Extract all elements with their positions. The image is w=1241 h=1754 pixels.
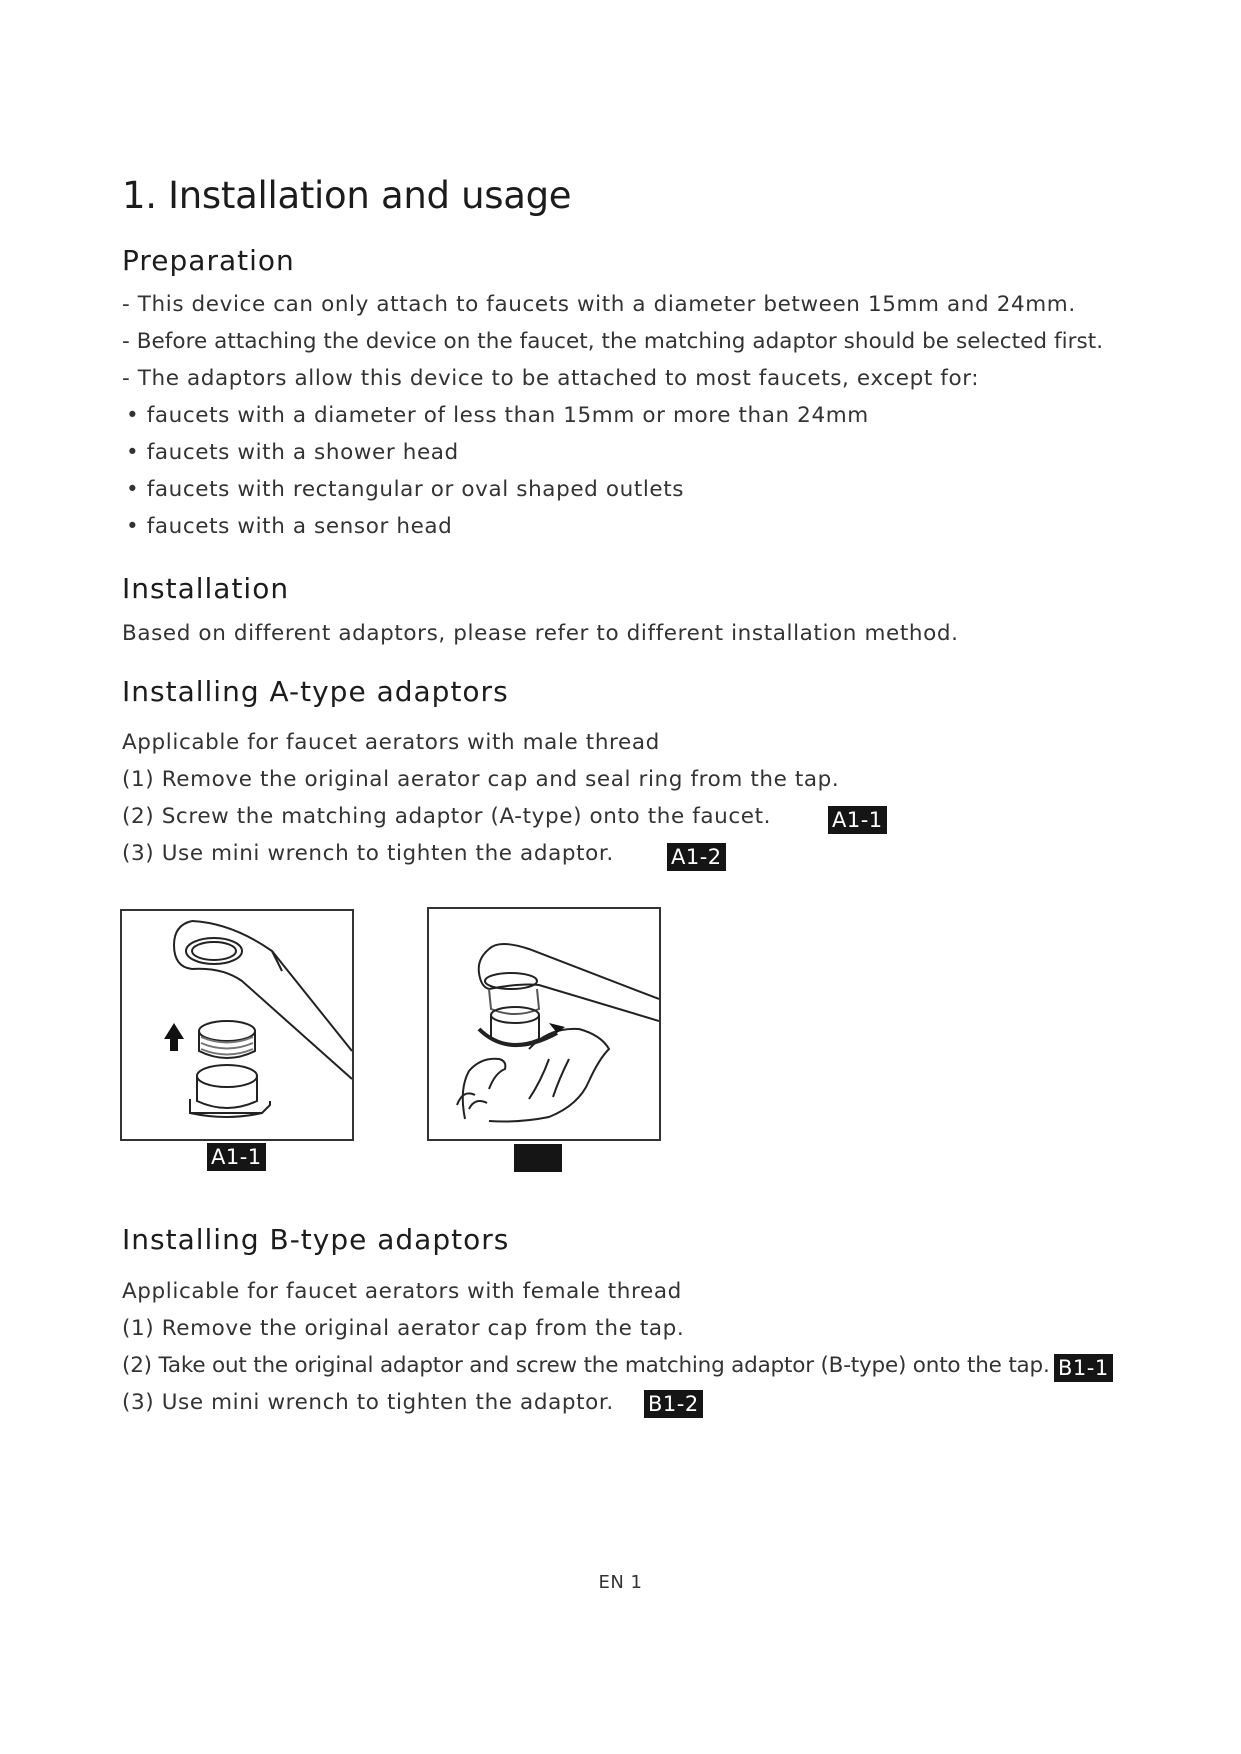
installation-heading: Installation bbox=[122, 572, 290, 605]
b-type-heading: Installing B-type adaptors bbox=[122, 1223, 510, 1256]
faucet-adaptor-illustration bbox=[122, 911, 352, 1139]
figure-a1-1 bbox=[120, 909, 354, 1141]
preparation-line-1: - This device can only attach to faucets with a diameter between 15mm and 24mm. bbox=[122, 292, 1076, 317]
page-number: EN 1 bbox=[598, 1572, 643, 1593]
preparation-line-3: - The adaptors allow this device to be attached to most faucets, except for: bbox=[122, 366, 980, 391]
a-type-step-1: (1) Remove the original aerator cap and seal ring from the tap. bbox=[122, 767, 840, 792]
figure-a1-2 bbox=[427, 907, 661, 1141]
wrench-tighten-illustration bbox=[429, 909, 659, 1139]
a-type-heading: Installing A-type adaptors bbox=[122, 675, 509, 708]
b1-1-step-tag: B1-1 bbox=[1054, 1354, 1113, 1382]
preparation-line-2: - Before attaching the device on the faucet, the matching adaptor should be selected first. bbox=[122, 329, 1104, 354]
exception-item-2: • faucets with a shower head bbox=[126, 440, 459, 465]
a-type-step-2: (2) Screw the matching adaptor (A-type) onto the faucet. bbox=[122, 804, 772, 829]
a-type-step-3: (3) Use mini wrench to tighten the adaptor. bbox=[122, 841, 614, 866]
a1-1-step-tag: A1-1 bbox=[828, 806, 887, 834]
preparation-heading: Preparation bbox=[122, 244, 295, 277]
figure-a1-1-label: A1-1 bbox=[207, 1143, 266, 1171]
b-type-step-1: (1) Remove the original aerator cap from the tap. bbox=[122, 1316, 685, 1341]
b1-2-step-tag: B1-2 bbox=[644, 1390, 703, 1418]
figure-a1-2-label bbox=[514, 1144, 562, 1172]
exception-item-3: • faucets with rectangular or oval shaped outlets bbox=[126, 477, 685, 502]
page-title: 1. Installation and usage bbox=[122, 174, 572, 217]
exception-item-1: • faucets with a diameter of less than 15mm or more than 24mm bbox=[126, 403, 869, 428]
a1-2-step-tag: A1-2 bbox=[667, 843, 726, 871]
installation-text: Based on different adaptors, please refer to different installation method. bbox=[122, 621, 959, 646]
b-type-intro: Applicable for faucet aerators with female thread bbox=[122, 1279, 682, 1304]
exception-item-4: • faucets with a sensor head bbox=[126, 514, 453, 539]
b-type-step-2: (2) Take out the original adaptor and screw the matching adaptor (B-type) onto the tap. bbox=[122, 1353, 1050, 1378]
a-type-intro: Applicable for faucet aerators with male thread bbox=[122, 730, 660, 755]
b-type-step-3: (3) Use mini wrench to tighten the adaptor. bbox=[122, 1390, 614, 1415]
